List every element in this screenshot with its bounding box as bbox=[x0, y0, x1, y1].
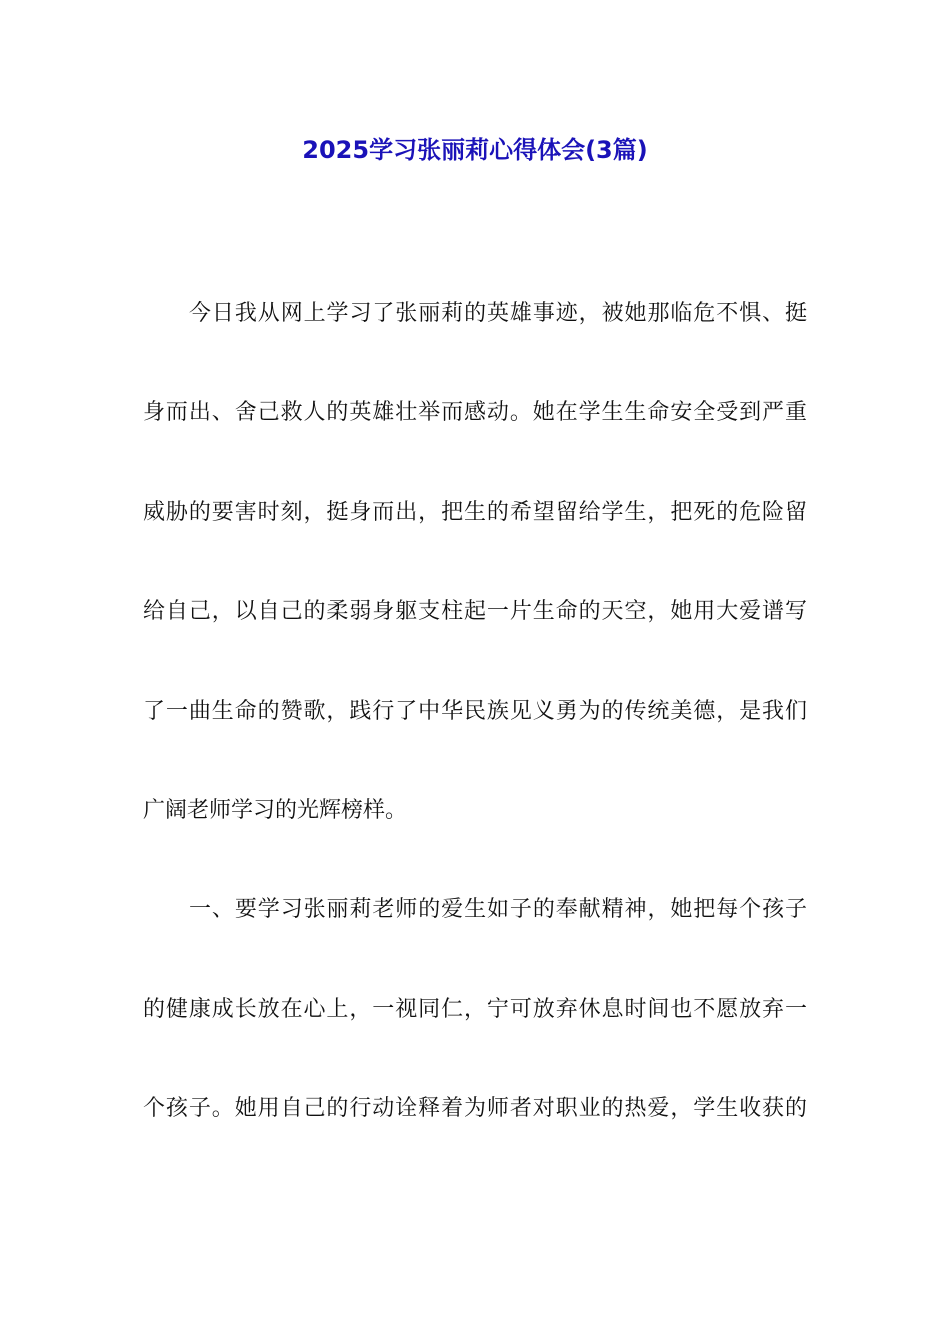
paragraph-2-line-1: 一、要学习张丽莉老师的爱生如子的奉献精神，她把每个孩子 bbox=[189, 897, 807, 922]
paragraph-1-line-1: 今日我从网上学习了张丽莉的英雄事迹，被她那临危不惧、挺 bbox=[189, 301, 807, 326]
paragraph-1-line-3: 威胁的要害时刻，挺身而出，把生的希望留给学生，把死的危险留 bbox=[143, 500, 807, 525]
paragraph-2-line-3: 个孩子。她用自己的行动诠释着为师者对职业的热爱，学生收获的 bbox=[143, 1096, 807, 1121]
paragraph-1-line-5: 了一曲生命的赞歌，践行了中华民族见义勇为的传统美德，是我们 bbox=[143, 699, 807, 724]
document-title: 2025学习张丽莉心得体会(3篇) bbox=[302, 136, 648, 164]
paragraph-1-line-6: 广阔老师学习的光辉榜样。 bbox=[143, 798, 408, 823]
paragraph-1-line-2: 身而出、舍己救人的英雄壮举而感动。她在学生生命安全受到严重 bbox=[143, 400, 807, 425]
paragraph-2-line-2: 的健康成长放在心上，一视同仁，宁可放弃休息时间也不愿放弃一 bbox=[143, 997, 807, 1022]
paragraph-1-line-4: 给自己，以自己的柔弱身躯支柱起一片生命的天空，她用大爱谱写 bbox=[143, 599, 807, 624]
